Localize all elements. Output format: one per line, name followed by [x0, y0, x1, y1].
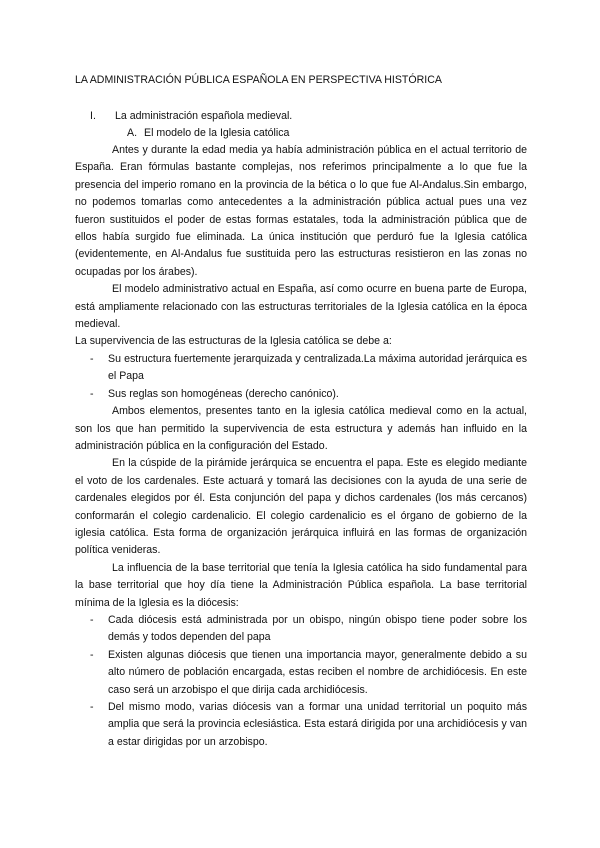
- list-item: - Cada diócesis está administrada por un obispo, ningún obispo tiene poder sobre los demás y todos dependen del papa: [75, 612, 527, 647]
- list-item: - Su estructura fuertemente jerarquizada y centralizada.La máxima autoridad jerárquica es el Papa: [75, 351, 527, 386]
- section-heading: [90, 108, 292, 125]
- document-title: LA ADMINISTRACIÓN PÚBLICA ESPAÑOLA EN PERSPECTIVA HISTÓRICA: [75, 74, 442, 86]
- paragraph: El modelo administrativo actual en España, así como ocurre en buena parte de Europa, está ampliamente relacionado con las estructuras territoriales de la Iglesia católica en la época medieval.: [75, 283, 527, 331]
- paragraph: Ambos elementos, presentes tanto en la iglesia católica medieval como en la actual, son los que han permitido la supervivencia de esta estructura y además han influido en la administración pública en la configuración del Estado.: [75, 405, 527, 452]
- diocese-list: [75, 612, 527, 751]
- section-number: I.: [90, 110, 96, 122]
- document-body: [75, 142, 527, 751]
- subsection-letter: A.: [127, 127, 138, 139]
- list-item: - Sus reglas son homogéneas (derecho canónico).: [75, 386, 527, 403]
- subsection-title: El modelo de la Iglesia católica: [144, 127, 290, 139]
- list-item: - Del mismo modo, varias diócesis van a formar una unidad territorial un poquito más amplia que será la provincia eclesiástica. Esta estará dirigida por una archidiócesis y van a estar dirigidas por un arzobispo.: [75, 699, 527, 751]
- paragraph: La supervivencia de las estructuras de la Iglesia católica se debe a:: [75, 335, 392, 348]
- list-item: - Existen algunas diócesis que tienen una importancia mayor, generalmente debido a su alto número de población encargada, estas reciben el nombre de archidiócesis. En este caso será un arzobispo el que dirija cada archidiócesis.: [75, 647, 527, 699]
- paragraph: La influencia de la base territorial que tenía la Iglesia católica ha sido fundamental para la base territorial que hoy día tiene la Administración Pública española. La base territorial mínima de la Iglesia es la diócesis:: [75, 561, 527, 609]
- subsection-heading: [127, 125, 289, 142]
- survival-reasons-list: [75, 351, 527, 403]
- paragraph: Antes y durante la edad media ya había administración pública en el actual territorio de España. Eran fórmulas bastante complejas, nos referimos principalmente a lo que fue la presencia del imperio romano en la provincia de la bética o lo que fue Al-Andalus.Sin embargo, no podemos tomarlas como antecedentes a la administración pública actual pues una vez fueron sustituidos el poder de estas formas estatales, toda la administración pública que de ellos había surgido fue eliminada. La única institución que perduró fue la Iglesia católica (evidentemente, en Al-Andalus fue sustituida pero las estructuras resistieron en las zonas no ocupadas por los árabes).: [75, 144, 527, 278]
- paragraph: En la cúspide de la pirámide jerárquica se encuentra el papa. Este es elegido mediante el voto de los cardenales. Este actuará y tomará las decisiones con la ayuda de una serie de cardenales elegidos por él. Esta conjunción del papa y dichos cardenales (los más cercanos) conformarán el colegio cardenalicio. El colegio cardenalicio es el órgano de gobierno de la iglesia católica. Esta forma de organización jerárquica influirá en las formas de organización política venideras.: [75, 457, 527, 557]
- section-title: La administración española medieval.: [115, 110, 293, 122]
